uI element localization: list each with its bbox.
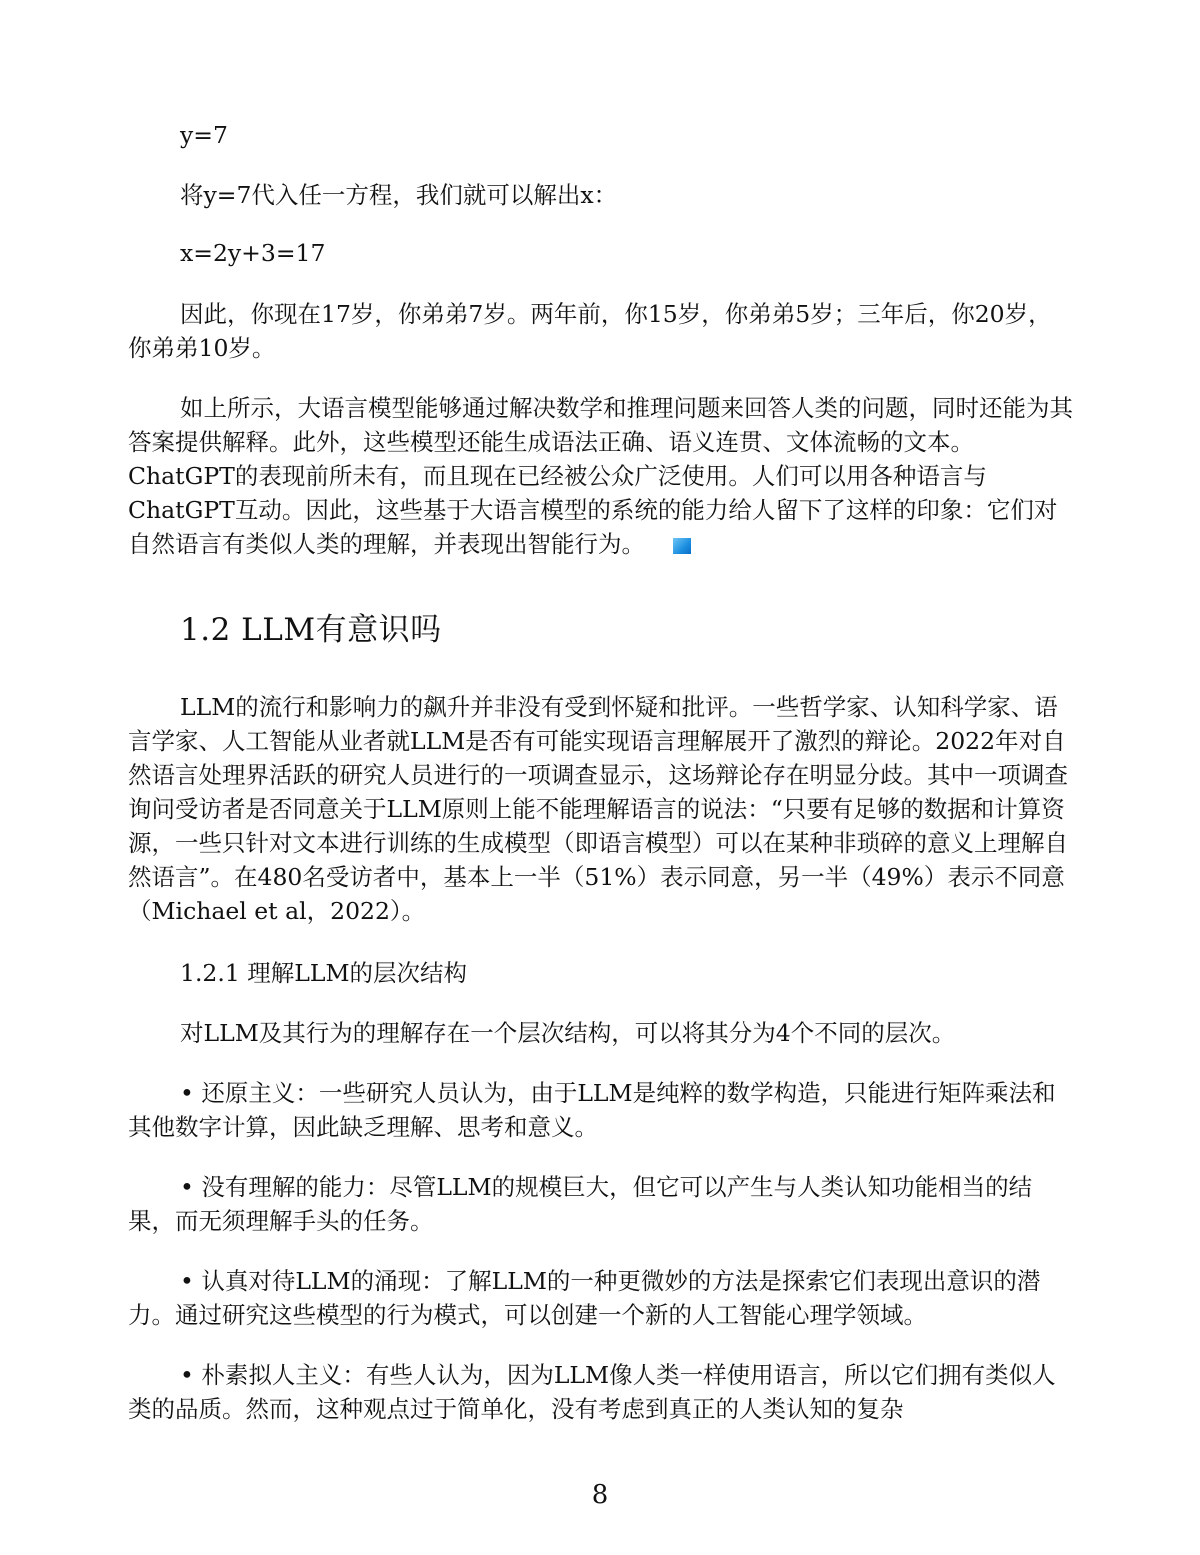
bullet-item-emergence: • 认真对待LLM的涌现：了解LLM的一种更微妙的方法是探索它们表现出意识的潜力。通过研究这些模型的行为模式，可以创建一个新的人工智能心理学领域。 xyxy=(128,1267,1041,1329)
paragraph-llm-ability xyxy=(128,391,1073,561)
paragraph-hierarchy-intro: 对LLM及其行为的理解存在一个层次结构，可以将其分为4个不同的层次。 xyxy=(180,1019,956,1047)
bullet-item-anthropomorphism: • 朴素拟人主义：有些人认为，因为LLM像人类一样使用语言，所以它们拥有类似人类的品质。然而，这种观点过于简单化，没有考虑到真正的人类认知的复杂 xyxy=(128,1361,1056,1423)
bullet-item-no-understanding: • 没有理解的能力：尽管LLM的规模巨大，但它可以产生与人类认知功能相当的结果，而无须理解手头的任务。 xyxy=(128,1173,1033,1235)
subsection-heading: 1.2.1 理解LLM的层次结构 xyxy=(180,959,468,987)
paragraph-controversy: LLM的流行和影响力的飙升并非没有受到怀疑和批评。一些哲学家、认知科学家、语言学家、人工智能从业者就LLM是否有可能实现语言理解展开了激烈的辩论。2022年对自然语言处理界活跃的研究人员进行的一项调查显示，这场辩论存在明显分歧。其中一项调查询问受访者是否同意关于LLM原则上能不能理解语言的说法：“只要有足够的数据和计算资源，一些只针对文本进行训练的生成模型（即语言模型）可以在某种非琐碎的意义上理解自然语言”。在480名受访者中，基本上一半（51%）表示同意，另一半（49%）表示不同意（Michael et al，2022）。 xyxy=(128,693,1068,925)
page-number: 8 xyxy=(591,1480,609,1510)
paragraph-conclusion: 因此，你现在17岁，你弟弟7岁。两年前，你15岁，你弟弟5岁；三年后，你20岁，你弟弟10岁。 xyxy=(128,300,1052,362)
equation-y: y=7 xyxy=(180,121,228,149)
equation-x: x=2y+3=17 xyxy=(180,239,326,267)
bullet-item-reductionism: • 还原主义：一些研究人员认为，由于LLM是纯粹的数学构造，只能进行矩阵乘法和其他数字计算，因此缺乏理解、思考和意义。 xyxy=(128,1079,1056,1141)
blue-marker-icon xyxy=(673,538,691,554)
paragraph-llm-ability-text: 如上所示，大语言模型能够通过解决数学和推理问题来回答人类的问题，同时还能为其答案提供解释。此外，这些模型还能生成语法正确、语义连贯、文体流畅的文本。ChatGPT的表现前所未有，而且现在已经被公众广泛使用。人们可以用各种语言与ChatGPT互动。因此，这些基于大语言模型的系统的能力给人留下了这样的印象：它们对自然语言有类似人类的理解，并表现出智能行为。 xyxy=(128,394,1073,558)
substitution-sentence: 将y=7代入任一方程，我们就可以解出x： xyxy=(180,181,618,209)
section-heading: 1.2 LLM有意识吗 xyxy=(180,612,442,648)
